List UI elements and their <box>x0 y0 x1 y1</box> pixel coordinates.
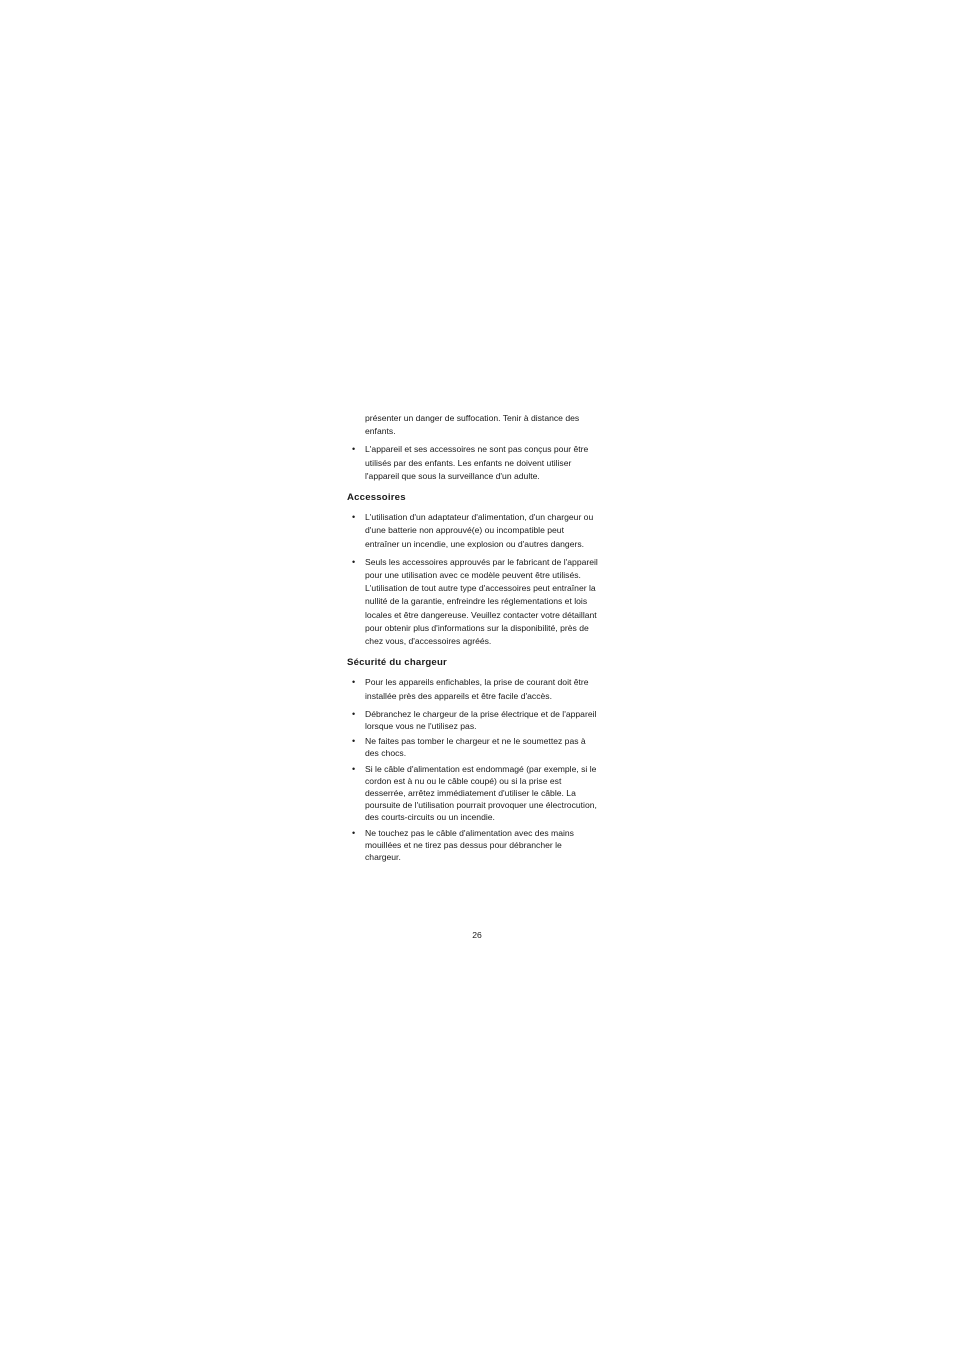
section-heading-accessoires: Accessoires <box>347 492 406 504</box>
list-item-text: Si le câble d'alimentation est endommagé (par exemple, si le cordon est à nu ou le câble coupé) ou si la prise est desserrée, arrêtez immédiatement d'utiliser le câble. La poursuite de l'utilisation pourrait provoquer une électrocution, des courts-circuits ou un incendie. <box>365 763 597 823</box>
list-item <box>347 443 599 483</box>
list-item-text: Pour les appareils enfichables, la prise de courant doit être installée près des appareils et être facile d'accès. <box>365 677 589 701</box>
list-item <box>347 763 599 824</box>
list-item-text: L'utilisation d'un adaptateur d'alimentation, d'un chargeur ou d'une batterie non approuvé(e) ou incompatible peut entraîner un incendie, une explosion ou d'autres dangers. <box>365 512 594 549</box>
section-heading-securite-chargeur: Sécurité du chargeur <box>347 657 447 669</box>
accessoires-bullet-list <box>347 511 599 648</box>
securite-chargeur-bullet-list-continued <box>347 708 599 863</box>
bullet-icon: • <box>352 827 356 838</box>
page-number: 26 <box>472 930 482 940</box>
securite-chargeur-bullet-list <box>347 676 599 702</box>
list-item <box>347 556 599 648</box>
bullet-icon: • <box>352 677 356 688</box>
list-item <box>347 676 599 702</box>
bullet-icon: • <box>352 444 356 455</box>
intro-bullet-list <box>347 443 599 483</box>
bullet-icon: • <box>352 556 356 567</box>
list-item-text: L'appareil et ses accessoires ne sont pas conçus pour être utilisés par des enfants. Les enfants ne doivent utiliser l'appareil que sous la surveillance d'un adulte. <box>365 444 589 481</box>
list-item-text: Ne touchez pas le câble d'alimentation avec des mains mouillées et ne tirez pas dessus pour débrancher le chargeur. <box>365 827 574 863</box>
list-item-text: Débranchez le chargeur de la prise électrique et de l'appareil lorsque vous ne l'utilisez pas. <box>365 708 597 732</box>
page-content <box>347 412 599 866</box>
bullet-icon: • <box>352 708 356 719</box>
list-item <box>347 827 599 864</box>
continuation-paragraph: présenter un danger de suffocation. Tenir à distance des enfants. <box>365 413 580 437</box>
bullet-icon: • <box>352 736 356 747</box>
bullet-icon: • <box>352 763 356 774</box>
bullet-icon: • <box>352 512 356 523</box>
list-item-text: Seuls les accessoires approuvés par le fabricant de l'appareil pour une utilisation avec ce modèle peuvent être utilisés. L'utilisation de tout autre type d'accessoires peut entraîner la nullité de la garantie, enfreindre les réglementations et lois locales et être dangereuse. Veuillez contacter votre détaillant pour obtenir plus d'informations sur la disponibilité, près de chez vous, d'accessoires agréés. <box>365 556 598 647</box>
list-item <box>347 735 599 759</box>
list-item <box>347 708 599 732</box>
list-item <box>347 511 599 551</box>
list-item-text: Ne faites pas tomber le chargeur et ne le soumettez pas à des chocs. <box>365 736 586 759</box>
